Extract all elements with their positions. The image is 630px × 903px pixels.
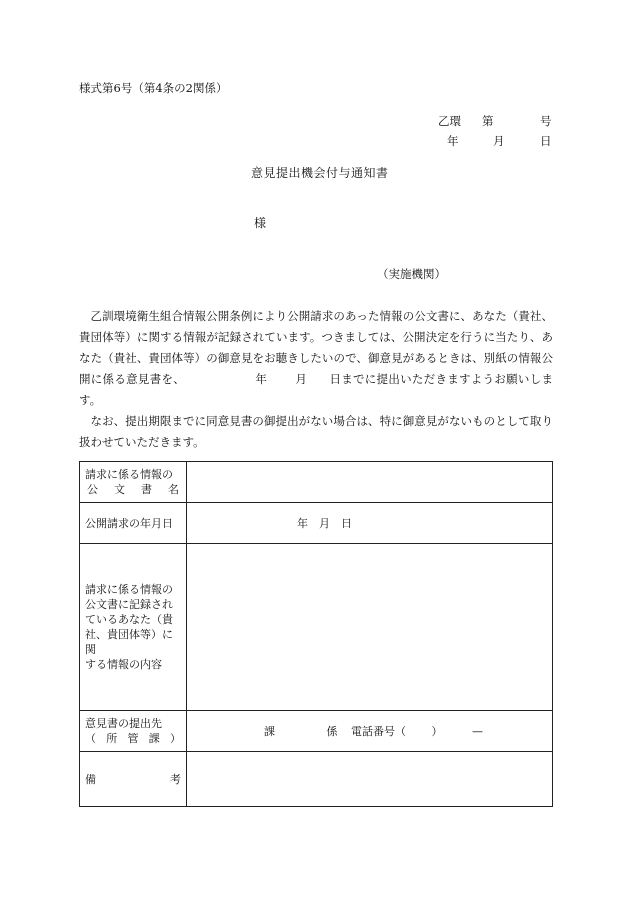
date-day: 日 [540,134,552,148]
doc-number-org: 乙環 [438,114,461,128]
date-month: 月 [493,134,505,148]
table-row [80,711,553,752]
body-p1-year: 年 [255,372,268,386]
form-number-label: 様式第6号（第4条の2関係） [79,81,228,95]
date-year: 年 [447,134,459,148]
dest-phone-dash: — [472,725,483,738]
table-row [80,503,553,544]
label-submission-dest: 意見書の提出先 （ 所 管 課 ） [80,711,187,752]
doc-number-dai: 第 [482,114,494,128]
doc-number-gou: 号 [540,114,552,128]
body-p1-text-end: 日までに提出いただきますようお願いします。 [79,372,553,407]
dest-phone-label: 電話番号（ [351,725,406,738]
addressee-suffix: 様 [254,216,267,230]
info-table [79,461,553,807]
value-remarks [187,752,553,807]
body-p1-month: 月 [295,372,308,386]
label-remarks: 備 考 [80,752,187,807]
value-document-name [187,462,553,503]
label-request-date: 公開請求の年月日 [80,503,187,544]
dest-ka: 課 [264,725,275,738]
value-info-content [187,544,553,711]
body-p1-text: 乙訓環境衛生組合情報公開条例により公開請求のあった情報の公文書に、あなた（貴社、貴団体等）に関する情報が記録されています。つきましては、公開決定を行うに当たり、あなた（貴社、貴団体等）の御意見をお聴きしたいので、御意見があるときは、別紙の情報公開に係る意見書を、 [79,309,553,386]
value-submission-dest [187,711,553,752]
label-document-name: 請求に係る情報の 公 文 書 名 [80,462,187,503]
document-title: 意見提出機会付与通知書 [251,166,389,180]
notice-body [79,306,553,453]
label-info-content: 請求に係る情報の 公文書に記録され ているあなた（貴 社、貴団体等）に関 する情報の内容 [80,544,187,711]
table-row [80,752,553,807]
value-request-date: 年 月 日 [187,503,553,544]
dest-kakari: 係 [326,725,338,738]
body-paragraph-1 [79,306,553,411]
table-row [80,544,553,711]
body-paragraph-2: なお、提出期限までに同意見書の御提出がない場合は、特に御意見がないものとして取り扱わせていただきます。 [79,414,553,449]
dest-phone-close: ） [431,725,443,738]
table-row [80,462,553,503]
sender-label: （実施機関） [377,267,446,281]
